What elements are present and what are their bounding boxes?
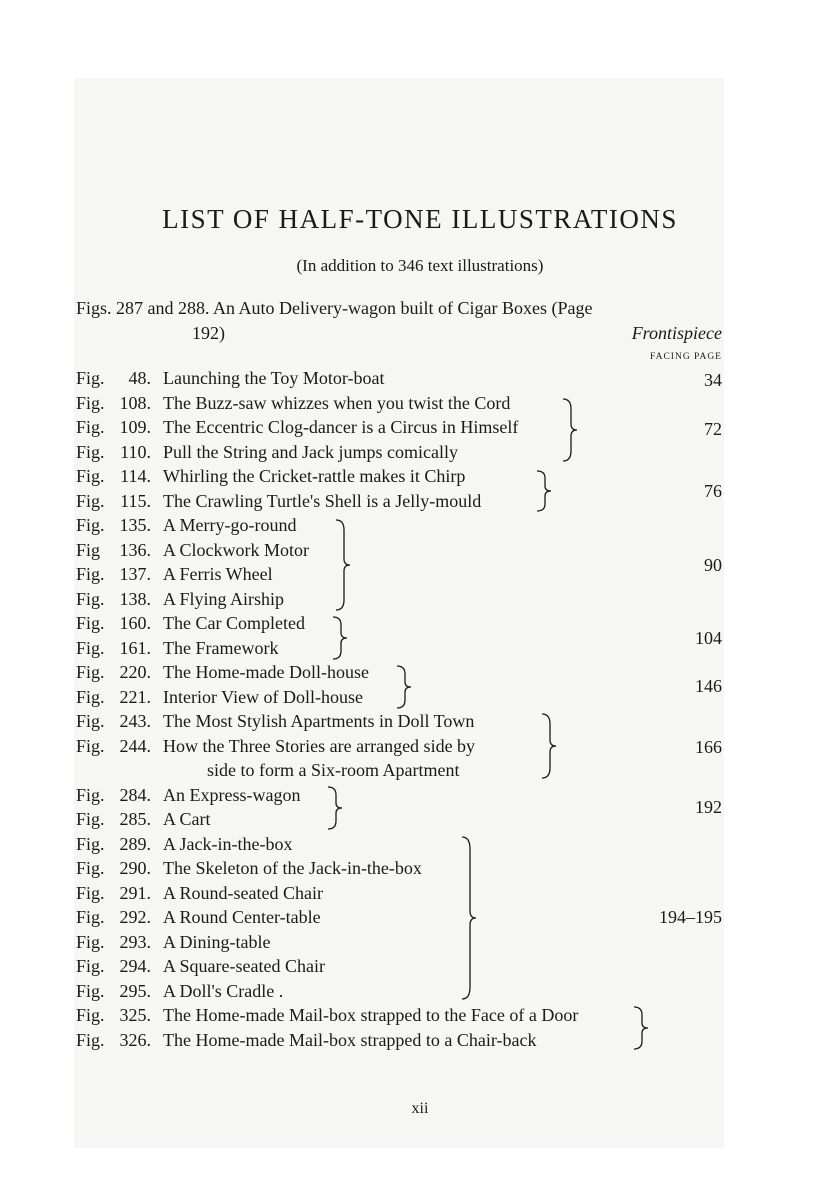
entry-fig-number: 292. (119, 907, 151, 927)
entry-fig-number: 284. (119, 784, 151, 805)
entry-fig-number: 48. (128, 368, 151, 388)
entry-fig-label: Fig. (76, 980, 105, 1001)
entry-fig-number: 325. (119, 1005, 151, 1025)
entry-fig-label: Fig. (76, 392, 105, 413)
entry-caption: A Round Center-table (163, 907, 321, 927)
entry-fig-label: Fig. (76, 466, 105, 486)
entry-fig-label: Fig. (76, 833, 105, 854)
page-number: xii (411, 1100, 429, 1117)
entry-fig-number: 289. (119, 833, 151, 854)
entry-caption: A Dining-table (163, 931, 271, 952)
entry-caption: The Framework (163, 637, 279, 658)
entry-caption: A Clockwork Motor (163, 539, 309, 560)
entry-caption-continuation: side to form a Six-room Apartment (207, 760, 460, 780)
page-ref: 72 (704, 419, 722, 439)
entry-fig-number: 108. (119, 392, 151, 413)
entry-fig-label: Fig. (76, 662, 105, 682)
entry-caption: The Home-made Mail-box strapped to the Face of a Door (163, 1005, 579, 1025)
brace-icon (330, 614, 350, 662)
brace-icon (560, 395, 580, 465)
frontispiece-label: Frontispiece (631, 323, 722, 343)
page-ref: 90 (704, 555, 722, 575)
entry-fig-number: 110. (120, 441, 151, 462)
entry-fig-number: 285. (119, 809, 151, 829)
entry-fig-label: Fig. (76, 417, 105, 437)
entry-caption: The Eccentric Clog-dancer is a Circus in Himself (163, 417, 519, 437)
entry-fig-number: 295. (119, 980, 151, 1001)
frontispiece-entry: Figs. 287 and 288. An Auto Delivery-wagon built of Cigar Boxes (Page (76, 298, 593, 318)
entry-fig-label: Fig. (76, 637, 105, 658)
entry-caption: A Merry-go-round (163, 515, 297, 535)
page-title: LIST OF HALF-TONE ILLUSTRATIONS (162, 204, 678, 234)
brace-icon (459, 833, 479, 1003)
entry-fig-number: 220. (119, 662, 151, 682)
entry-fig-label: Fig. (76, 858, 105, 878)
entry-fig-label: Fig. (76, 931, 105, 952)
page-ref: 76 (704, 481, 722, 501)
entry-fig-label: Fig. (76, 441, 105, 462)
entry-fig-label: Fig. (76, 735, 105, 756)
page-ref: 194–195 (659, 907, 722, 927)
entry-fig-number: 291. (119, 882, 151, 903)
entry-caption: The Crawling Turtle's Shell is a Jelly-mould (163, 490, 482, 511)
entry-fig-number: 294. (119, 956, 151, 976)
page-ref: 192 (695, 797, 722, 817)
entry-fig-number: 137. (119, 564, 151, 584)
facing-page-heading: FACING PAGE (650, 352, 722, 362)
entry-fig-number: 293. (119, 931, 151, 952)
entry-caption: Pull the String and Jack jumps comically (163, 441, 458, 462)
entry-fig-label: Fig. (76, 907, 105, 927)
entry-fig-label: Fig. (76, 588, 105, 609)
entry-caption: A Square-seated Chair (163, 956, 325, 976)
entry-fig-label: Fig. (76, 1005, 105, 1025)
entry-fig-label: Fig. (76, 564, 105, 584)
entry-fig-number: 138. (119, 588, 151, 609)
entry-fig-label: Fig. (76, 882, 105, 903)
entry-fig-number: 326. (119, 1029, 151, 1050)
entry-caption: The Skeleton of the Jack-in-the-box (163, 858, 422, 878)
brace-icon (631, 1004, 651, 1052)
entry-fig-number: 221. (119, 686, 151, 707)
entry-caption: How the Three Stories are arranged side by (163, 735, 476, 756)
entry-fig-label: Fig. (76, 490, 105, 511)
entry-caption: The Car Completed (163, 613, 305, 633)
entry-fig-number: 115. (120, 490, 151, 511)
entry-fig-number: 243. (119, 711, 151, 731)
entry-caption: An Express-wagon (163, 784, 301, 805)
entry-caption: A Ferris Wheel (163, 564, 273, 584)
entry-fig-number: 161. (119, 637, 151, 658)
entry-caption: The Buzz-saw whizzes when you twist the Cord (163, 392, 511, 413)
entry-caption: Interior View of Doll-house (163, 686, 364, 707)
entry-fig-label: Fig. (76, 784, 105, 805)
entry-fig-number: 244. (119, 735, 151, 756)
entry-caption: Whirling the Cricket-rattle makes it Chirp (163, 466, 466, 486)
entry-caption: The Most Stylish Apartments in Doll Town (163, 711, 475, 731)
brace-icon (534, 468, 554, 514)
brace-icon (325, 784, 345, 832)
page-ref: 146 (695, 676, 722, 696)
entry-fig-label: Fig. (76, 368, 105, 388)
entry-caption: A Cart (163, 809, 211, 829)
frontispiece-entry-continuation: 192) (192, 323, 225, 343)
entry-fig-number: 109. (119, 417, 151, 437)
entry-fig-label: Fig. (76, 515, 105, 535)
entry-fig-label: Fig. (76, 711, 105, 731)
entry-fig-number: 135. (119, 515, 151, 535)
page-ref: 34 (704, 370, 722, 390)
brace-icon (333, 516, 353, 614)
page-ref: 166 (695, 737, 722, 757)
entry-caption: A Flying Airship (163, 588, 285, 609)
brace-icon (539, 710, 559, 782)
entry-fig-number: 136. (119, 539, 151, 560)
entry-caption: A Round-seated Chair (163, 882, 323, 903)
entry-fig-number: 160. (119, 613, 151, 633)
entry-fig-label: Fig. (76, 956, 105, 976)
entry-caption: The Home-made Doll-house (163, 662, 369, 682)
entry-fig-label: Fig. (76, 686, 105, 707)
entry-fig-label: Fig. (76, 613, 105, 633)
entry-fig-label: Fig. (76, 809, 105, 829)
brace-icon (394, 663, 414, 711)
entry-fig-label: Fig (76, 539, 101, 560)
entry-caption: Launching the Toy Motor-boat (163, 368, 385, 388)
entry-caption: A Jack-in-the-box (163, 833, 293, 854)
entry-fig-number: 114. (120, 466, 151, 486)
entry-fig-number: 290. (119, 858, 151, 878)
entry-caption: The Home-made Mail-box strapped to a Chair-back (163, 1029, 537, 1050)
page-subtitle: (In addition to 346 text illustrations) (296, 256, 544, 275)
entry-fig-label: Fig. (76, 1029, 105, 1050)
page-ref: 104 (695, 628, 722, 648)
entry-caption: A Doll's Cradle . (163, 980, 284, 1001)
